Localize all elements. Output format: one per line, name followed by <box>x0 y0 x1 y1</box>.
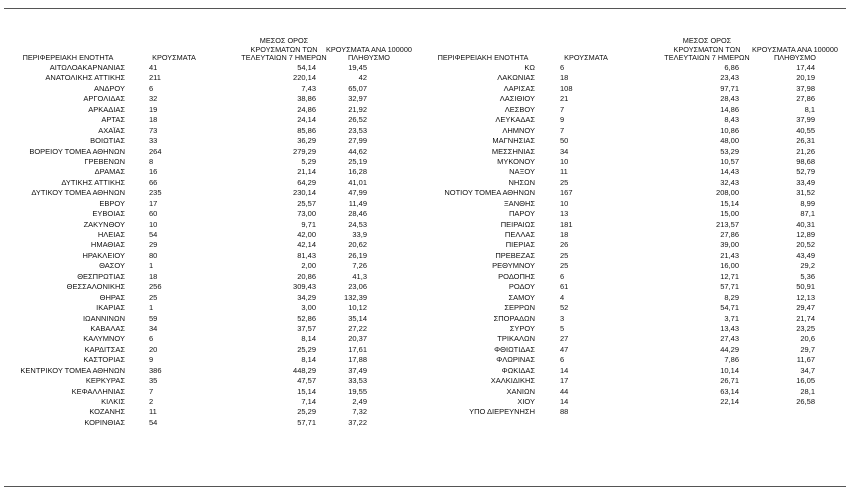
average-cell: 20,86 <box>297 271 316 281</box>
average-cell: 13,43 <box>720 323 739 333</box>
region-cell: ΠΙΕΡΙΑΣ <box>505 240 535 250</box>
average-cell: 3,00 <box>301 303 316 313</box>
per-100k-cell: 19,45 <box>348 63 367 72</box>
per-100k-cell: 17,88 <box>348 355 367 365</box>
cases-cell: 211 <box>149 73 161 83</box>
per-100k-cell: 41,01 <box>348 177 367 187</box>
per-100k-cell: 21,92 <box>348 104 367 114</box>
region-cell: ΧΙΟΥ <box>517 397 535 406</box>
cases-cell: 11 <box>560 167 568 177</box>
cases-cell: 34 <box>149 323 158 333</box>
per-100k-cell: 29,2 <box>800 261 815 271</box>
per-100k-cell: 16,05 <box>796 376 815 386</box>
average-cell: 24,86 <box>297 104 316 114</box>
region-cell: ΡΕΘΥΜΝΟΥ <box>492 261 535 271</box>
cases-cell: 59 <box>149 313 158 323</box>
average-cell: 81,43 <box>297 250 316 260</box>
average-cell: 213,57 <box>716 219 739 229</box>
cases-cell: 21 <box>560 94 569 104</box>
per-100k-cell: 17,61 <box>348 344 367 354</box>
per-100k-cell: 28,46 <box>348 209 367 219</box>
average-cell: 22,14 <box>720 397 739 406</box>
cases-cell: 61 <box>560 282 569 292</box>
average-cell: 57,71 <box>297 417 316 427</box>
header-average-line2: ΚΡΟΥΣΜΑΤΩΝ ΤΩΝ <box>673 44 741 54</box>
per-100k-cell: 7,26 <box>352 261 367 271</box>
cases-cell: 264 <box>149 146 162 156</box>
header-average-line3: ΤΕΛΕΥΤΑΙΩΝ 7 ΗΜΕΡΩΝ <box>664 53 750 63</box>
per-100k-cell: 29,7 <box>800 344 815 354</box>
region-cell: ΕΒΡΟΥ <box>99 198 125 208</box>
bottom-rule <box>4 486 846 487</box>
average-cell: 57,71 <box>720 282 739 292</box>
per-100k-cell: 98,68 <box>796 156 815 166</box>
average-cell: 54,71 <box>720 303 739 313</box>
header-per-100k-line2: ΠΛΗΘΥΣΜΟ <box>774 53 816 63</box>
average-cell: 8,43 <box>724 115 739 125</box>
cases-cell: 6 <box>560 63 565 72</box>
cases-cell: 18 <box>149 271 158 281</box>
per-100k-cell: 26,31 <box>796 136 815 146</box>
region-cell: ΚΟΖΑΝΗΣ <box>89 407 125 417</box>
region-cell: ΡΟΔΟΠΗΣ <box>498 271 535 281</box>
cases-cell: 44 <box>560 386 569 396</box>
region-cell: ΗΛΕΙΑΣ <box>97 230 125 239</box>
per-100k-cell: 21,74 <box>796 313 815 323</box>
per-100k-cell: 33,9 <box>352 230 367 239</box>
region-cell: ΛΑΡΙΣΑΣ <box>503 83 535 93</box>
average-cell: 42,14 <box>297 240 316 250</box>
region-cell: ΕΥΒΟΙΑΣ <box>92 209 125 219</box>
average-cell: 8,29 <box>724 292 739 302</box>
average-cell: 47,57 <box>297 376 316 386</box>
region-cell: ΘΑΣΟΥ <box>99 261 125 271</box>
average-cell: 64,29 <box>297 177 316 187</box>
average-cell: 27,43 <box>720 334 739 344</box>
region-cell: ΦΘΙΩΤΙΔΑΣ <box>494 344 535 354</box>
region-cell: ΦΩΚΙΔΑΣ <box>501 365 535 375</box>
region-cell: ΛΗΜΝΟΥ <box>502 125 535 135</box>
header-cases: ΚΡΟΥΣΜΑΤΑ <box>152 53 196 63</box>
per-100k-cell: 21,26 <box>796 146 815 156</box>
region-cell: ΡΟΔΟΥ <box>508 282 535 292</box>
region-cell: ΖΑΚΥΝΘΟΥ <box>83 219 125 229</box>
cases-cell: 6 <box>149 334 154 344</box>
average-cell: 26,71 <box>720 376 739 386</box>
average-cell: 10,86 <box>720 125 739 135</box>
average-cell: 15,14 <box>297 386 316 396</box>
average-cell: 37,57 <box>297 323 316 333</box>
per-100k-cell: 37,99 <box>796 115 815 125</box>
region-cell: ΣΑΜΟΥ <box>508 292 535 302</box>
region-cell: ΒΟΡΕΙΟΥ ΤΟΜΕΑ ΑΘΗΝΩΝ <box>29 146 125 156</box>
per-100k-cell: 10,12 <box>348 303 367 313</box>
header-cases: ΚΡΟΥΣΜΑΤΑ <box>564 53 608 63</box>
cases-cell: 25 <box>560 261 569 271</box>
cases-cell: 18 <box>560 230 569 239</box>
average-cell: 28,43 <box>720 94 739 104</box>
cases-cell: 47 <box>560 344 569 354</box>
average-cell: 21,14 <box>297 167 316 177</box>
average-cell: 7,86 <box>724 355 739 365</box>
cases-cell: 6 <box>560 271 565 281</box>
cases-cell: 34 <box>560 146 569 156</box>
region-cell: ΝΑΞΟΥ <box>509 167 535 177</box>
region-cell: ΜΑΓΝΗΣΙΑΣ <box>492 136 535 146</box>
per-100k-cell: 20,62 <box>348 240 367 250</box>
region-cell: ΙΚΑΡΙΑΣ <box>96 303 125 313</box>
average-cell: 2,00 <box>301 261 316 271</box>
cases-cell: 17 <box>149 198 158 208</box>
header-average <box>652 37 762 63</box>
header-per-100k-line1: ΚΡΟΥΣΜΑΤΑ ΑΝΑ 100000 <box>752 44 838 54</box>
per-100k-cell: 8,1 <box>804 104 815 114</box>
header-region: ΠΕΡΙΦΕΡΕΙΑΚΗ ΕΝΟΤΗΤΑ <box>437 53 529 63</box>
per-100k-cell: 7,32 <box>352 407 367 417</box>
region-cell: ΜΕΣΣΗΝΙΑΣ <box>491 146 535 156</box>
average-cell: 54,14 <box>297 63 316 72</box>
cases-cell: 33 <box>149 136 158 146</box>
average-cell: 32,43 <box>720 177 739 187</box>
header-average-line1: ΜΕΣΟΣ ΟΡΟΣ <box>259 36 309 46</box>
per-100k-cell: 41,3 <box>352 271 367 281</box>
region-cell: ΒΟΙΩΤΙΑΣ <box>90 136 125 146</box>
region-cell: ΚΑΛΥΜΝΟΥ <box>83 334 125 344</box>
average-cell: 8,14 <box>301 334 316 344</box>
cases-cell: 20 <box>149 344 158 354</box>
region-cell: ΛΑΣΙΘΙΟΥ <box>499 94 535 104</box>
average-cell: 5,29 <box>301 156 316 166</box>
cases-cell: 10 <box>560 156 569 166</box>
average-cell: 25,29 <box>297 344 316 354</box>
per-100k-cell: 40,31 <box>796 219 815 229</box>
region-cell: ΧΑΛΚΙΔΙΚΗΣ <box>490 376 535 386</box>
region-cell: ΜΥΚΟΝΟΥ <box>497 156 535 166</box>
cases-cell: 14 <box>560 365 569 375</box>
cases-cell: 41 <box>149 63 158 72</box>
cases-cell: 52 <box>560 303 569 313</box>
region-cell: ΙΩΑΝΝΙΝΩΝ <box>82 313 125 323</box>
region-cell: ΚΑΣΤΟΡΙΑΣ <box>83 355 125 365</box>
per-100k-cell: 37,49 <box>348 365 367 375</box>
cases-cell: 26 <box>560 240 569 250</box>
region-cell: ΑΡΚΑΔΙΑΣ <box>88 104 125 114</box>
per-100k-cell: 47,99 <box>348 188 367 198</box>
region-cell: ΚΟΡΙΝΘΙΑΣ <box>84 417 125 427</box>
cases-cell: 17 <box>560 376 569 386</box>
cases-cell: 50 <box>560 136 569 146</box>
average-cell: 8,14 <box>301 355 316 365</box>
cases-cell: 4 <box>560 292 565 302</box>
average-cell: 25,29 <box>297 407 316 417</box>
header-per-100k <box>750 46 840 63</box>
header-per-100k <box>324 46 414 63</box>
cases-cell: 2 <box>149 397 154 406</box>
per-100k-cell: 33,49 <box>796 177 815 187</box>
cases-cell: 256 <box>149 282 162 292</box>
average-cell: 53,29 <box>720 146 739 156</box>
cases-cell: 10 <box>560 198 569 208</box>
average-cell: 220,14 <box>293 73 316 83</box>
average-cell: 39,00 <box>720 240 739 250</box>
region-cell: ΞΑΝΘΗΣ <box>503 198 535 208</box>
cases-cell: 235 <box>149 188 162 198</box>
average-cell: 38,86 <box>297 94 316 104</box>
per-100k-cell: 29,47 <box>796 303 815 313</box>
cases-cell: 60 <box>149 209 158 219</box>
cases-cell: 54 <box>149 417 158 427</box>
region-cell: ΑΝΑΤΟΛΙΚΗΣ ΑΤΤΙΚΗΣ <box>45 73 125 83</box>
cases-cell: 25 <box>560 177 569 187</box>
per-100k-cell: 23,25 <box>796 323 815 333</box>
region-cell: ΚΕΝΤΡΙΚΟΥ ΤΟΜΕΑ ΑΘΗΝΩΝ <box>20 365 125 375</box>
region-cell: ΝΟΤΙΟΥ ΤΟΜΕΑ ΑΘΗΝΩΝ <box>444 188 535 198</box>
cases-cell: 108 <box>560 83 573 93</box>
cases-cell: 3 <box>560 313 565 323</box>
cases-cell: 10 <box>149 219 158 229</box>
cases-cell: 386 <box>149 365 162 375</box>
cases-cell: 7 <box>560 104 565 114</box>
region-cell: ΣΥΡΟΥ <box>509 323 535 333</box>
region-cell: ΘΕΣΣΑΛΟΝΙΚΗΣ <box>66 282 125 292</box>
region-cell: ΦΛΩΡΙΝΑΣ <box>496 355 535 365</box>
region-cell: ΘΕΣΠΡΩΤΙΑΣ <box>77 271 125 281</box>
cases-cell: 18 <box>149 115 158 125</box>
per-100k-cell: 34,7 <box>800 365 815 375</box>
per-100k-cell: 27,86 <box>796 94 815 104</box>
per-100k-cell: 19,55 <box>348 386 367 396</box>
region-cell: ΔΡΑΜΑΣ <box>94 167 125 177</box>
per-100k-cell: 23,53 <box>348 125 367 135</box>
average-cell: 36,29 <box>297 136 316 146</box>
cases-cell: 9 <box>149 355 154 365</box>
per-100k-cell: 28,1 <box>800 386 815 396</box>
region-cell: ΑΙΤΩΛΟΑΚΑΡΝΑΝΙΑΣ <box>49 63 125 72</box>
cases-cell: 7 <box>560 125 565 135</box>
region-cell: ΗΜΑΘΙΑΣ <box>90 240 125 250</box>
region-cell: ΚΑΒΑΛΑΣ <box>90 323 125 333</box>
per-100k-cell: 8,99 <box>800 198 815 208</box>
per-100k-cell: 20,6 <box>800 334 815 344</box>
per-100k-cell: 37,22 <box>348 417 367 427</box>
region-cell: ΚΕΡΚΥΡΑΣ <box>85 376 125 386</box>
cases-cell: 54 <box>149 230 158 239</box>
average-cell: 24,14 <box>297 115 316 125</box>
region-cell: ΚΩ <box>524 63 535 72</box>
per-100k-cell: 33,53 <box>348 376 367 386</box>
average-cell: 6,86 <box>724 63 739 72</box>
per-100k-cell: 12,89 <box>796 230 815 239</box>
region-cell: ΚΑΡΔΙΤΣΑΣ <box>84 344 125 354</box>
average-cell: 3,71 <box>724 313 739 323</box>
cases-cell: 80 <box>149 250 158 260</box>
average-cell: 27,86 <box>720 230 739 239</box>
average-cell: 230,14 <box>293 188 316 198</box>
per-100k-cell: 87,1 <box>800 209 815 219</box>
header-average <box>229 37 339 63</box>
header-region: ΠΕΡΙΦΕΡΕΙΑΚΗ ΕΝΟΤΗΤΑ <box>22 53 114 63</box>
per-100k-cell: 32,97 <box>348 94 367 104</box>
average-cell: 208,00 <box>716 188 739 198</box>
region-cell: ΠΑΡΟΥ <box>508 209 535 219</box>
cases-cell: 66 <box>149 177 158 187</box>
cases-cell: 181 <box>560 219 573 229</box>
per-100k-cell: 26,52 <box>348 115 367 125</box>
average-cell: 279,29 <box>293 146 316 156</box>
cases-cell: 18 <box>560 73 569 83</box>
region-cell: ΔΥΤΙΚΟΥ ΤΟΜΕΑ ΑΘΗΝΩΝ <box>31 188 125 198</box>
per-100k-cell: 31,52 <box>796 188 815 198</box>
average-cell: 21,43 <box>720 250 739 260</box>
average-cell: 73,00 <box>297 209 316 219</box>
cases-cell: 88 <box>560 407 569 417</box>
average-cell: 85,86 <box>297 125 316 135</box>
cases-cell: 5 <box>560 323 565 333</box>
average-cell: 9,71 <box>301 219 316 229</box>
average-cell: 7,14 <box>301 397 316 406</box>
average-cell: 448,29 <box>293 365 316 375</box>
average-cell: 63,14 <box>720 386 739 396</box>
average-cell: 14,86 <box>720 104 739 114</box>
cases-cell: 6 <box>149 83 154 93</box>
cases-cell: 13 <box>560 209 569 219</box>
per-100k-cell: 11,67 <box>796 355 815 365</box>
per-100k-cell: 26,19 <box>348 250 367 260</box>
cases-cell: 6 <box>560 355 565 365</box>
per-100k-cell: 65,07 <box>348 83 367 93</box>
header-average-line2: ΚΡΟΥΣΜΑΤΩΝ ΤΩΝ <box>250 44 318 54</box>
per-100k-cell: 11,49 <box>348 198 367 208</box>
region-cell: ΚΙΛΚΙΣ <box>101 397 125 406</box>
per-100k-cell: 12,13 <box>796 292 815 302</box>
region-cell: ΠΕΛΛΑΣ <box>504 230 535 239</box>
per-100k-cell: 50,91 <box>796 282 815 292</box>
header-average-line1: ΜΕΣΟΣ ΟΡΟΣ <box>682 36 732 46</box>
per-100k-cell: 2,49 <box>352 397 367 406</box>
region-cell: ΛΕΥΚΑΔΑΣ <box>495 115 535 125</box>
average-cell: 23,43 <box>720 73 739 83</box>
region-cell: ΧΑΝΙΩΝ <box>506 386 535 396</box>
cases-cell: 1 <box>149 261 154 271</box>
average-cell: 42,00 <box>297 230 316 239</box>
cases-cell: 14 <box>560 397 569 406</box>
header-average-line3: ΤΕΛΕΥΤΑΙΩΝ 7 ΗΜΕΡΩΝ <box>241 53 327 63</box>
region-cell: ΔΥΤΙΚΗΣ ΑΤΤΙΚΗΣ <box>61 177 125 187</box>
top-rule <box>4 8 846 9</box>
per-100k-cell: 27,99 <box>348 136 367 146</box>
per-100k-cell: 42 <box>358 73 367 83</box>
cases-cell: 29 <box>149 240 158 250</box>
average-cell: 52,86 <box>297 313 316 323</box>
region-cell: ΝΗΣΩΝ <box>508 177 535 187</box>
cases-cell: 167 <box>560 188 573 198</box>
per-100k-cell: 23,06 <box>348 282 367 292</box>
cases-cell: 11 <box>149 407 157 417</box>
average-cell: 44,29 <box>720 344 739 354</box>
average-cell: 97,71 <box>720 83 739 93</box>
cases-cell: 73 <box>149 125 158 135</box>
cases-cell: 16 <box>149 167 158 177</box>
average-cell: 34,29 <box>297 292 316 302</box>
cases-cell: 8 <box>149 156 154 166</box>
average-cell: 25,57 <box>297 198 316 208</box>
per-100k-cell: 27,22 <box>348 323 367 333</box>
per-100k-cell: 44,62 <box>348 146 367 156</box>
region-cell: ΚΕΦΑΛΛΗΝΙΑΣ <box>71 386 125 396</box>
region-cell: ΘΗΡΑΣ <box>99 292 125 302</box>
per-100k-cell: 26,58 <box>796 397 815 406</box>
region-cell: ΣΕΡΡΩΝ <box>504 303 535 313</box>
per-100k-cell: 20,37 <box>348 334 367 344</box>
per-100k-cell: 132,39 <box>344 292 367 302</box>
region-cell: ΑΡΓΟΛΙΔΑΣ <box>83 94 125 104</box>
average-cell: 10,57 <box>720 156 739 166</box>
cases-cell: 7 <box>149 386 154 396</box>
average-cell: 7,43 <box>301 83 316 93</box>
header-per-100k-line1: ΚΡΟΥΣΜΑΤΑ ΑΝΑ 100000 <box>326 44 412 54</box>
region-cell: ΠΡΕΒΕΖΑΣ <box>495 250 535 260</box>
average-cell: 15,00 <box>720 209 739 219</box>
region-cell: ΠΕΙΡΑΙΩΣ <box>500 219 535 229</box>
cases-cell: 1 <box>149 303 154 313</box>
cases-cell: 35 <box>149 376 158 386</box>
cases-cell: 27 <box>560 334 569 344</box>
region-cell: ΑΡΤΑΣ <box>101 115 125 125</box>
average-cell: 10,14 <box>720 365 739 375</box>
region-cell: ΣΠΟΡΑΔΩΝ <box>493 313 535 323</box>
region-cell: ΑΧΑΪΑΣ <box>98 125 125 135</box>
per-100k-cell: 43,49 <box>796 250 815 260</box>
cases-cell: 25 <box>560 250 569 260</box>
region-cell: ΗΡΑΚΛΕΙΟΥ <box>82 250 125 260</box>
per-100k-cell: 24,53 <box>348 219 367 229</box>
per-100k-cell: 37,98 <box>796 83 815 93</box>
per-100k-cell: 17,44 <box>796 63 815 72</box>
average-cell: 309,43 <box>293 282 316 292</box>
per-100k-cell: 40,55 <box>796 125 815 135</box>
region-cell: ΥΠΟ ΔΙΕΡΕΥΝΗΣΗ <box>469 407 535 417</box>
header-per-100k-line2: ΠΛΗΘΥΣΜΟ <box>348 53 390 63</box>
per-100k-cell: 20,19 <box>796 73 815 83</box>
cases-cell: 19 <box>149 104 158 114</box>
average-cell: 48,00 <box>720 136 739 146</box>
per-100k-cell: 16,28 <box>348 167 367 177</box>
average-cell: 16,00 <box>720 261 739 271</box>
region-cell: ΛΕΣΒΟΥ <box>504 104 535 114</box>
per-100k-cell: 20,52 <box>796 240 815 250</box>
region-cell: ΑΝΔΡΟΥ <box>93 83 125 93</box>
region-cell: ΛΑΚΩΝΙΑΣ <box>497 73 535 83</box>
average-cell: 15,14 <box>720 198 739 208</box>
cases-cell: 25 <box>149 292 158 302</box>
per-100k-cell: 5,36 <box>800 271 815 281</box>
region-cell: ΤΡΙΚΑΛΩΝ <box>497 334 535 344</box>
average-cell: 12,71 <box>720 271 739 281</box>
cases-cell: 9 <box>560 115 565 125</box>
average-cell: 14,43 <box>720 167 739 177</box>
per-100k-cell: 35,14 <box>348 313 367 323</box>
region-cell: ΓΡΕΒΕΝΩΝ <box>84 156 125 166</box>
per-100k-cell: 25,19 <box>348 156 367 166</box>
cases-cell: 32 <box>149 94 158 104</box>
per-100k-cell: 52,79 <box>796 167 815 177</box>
